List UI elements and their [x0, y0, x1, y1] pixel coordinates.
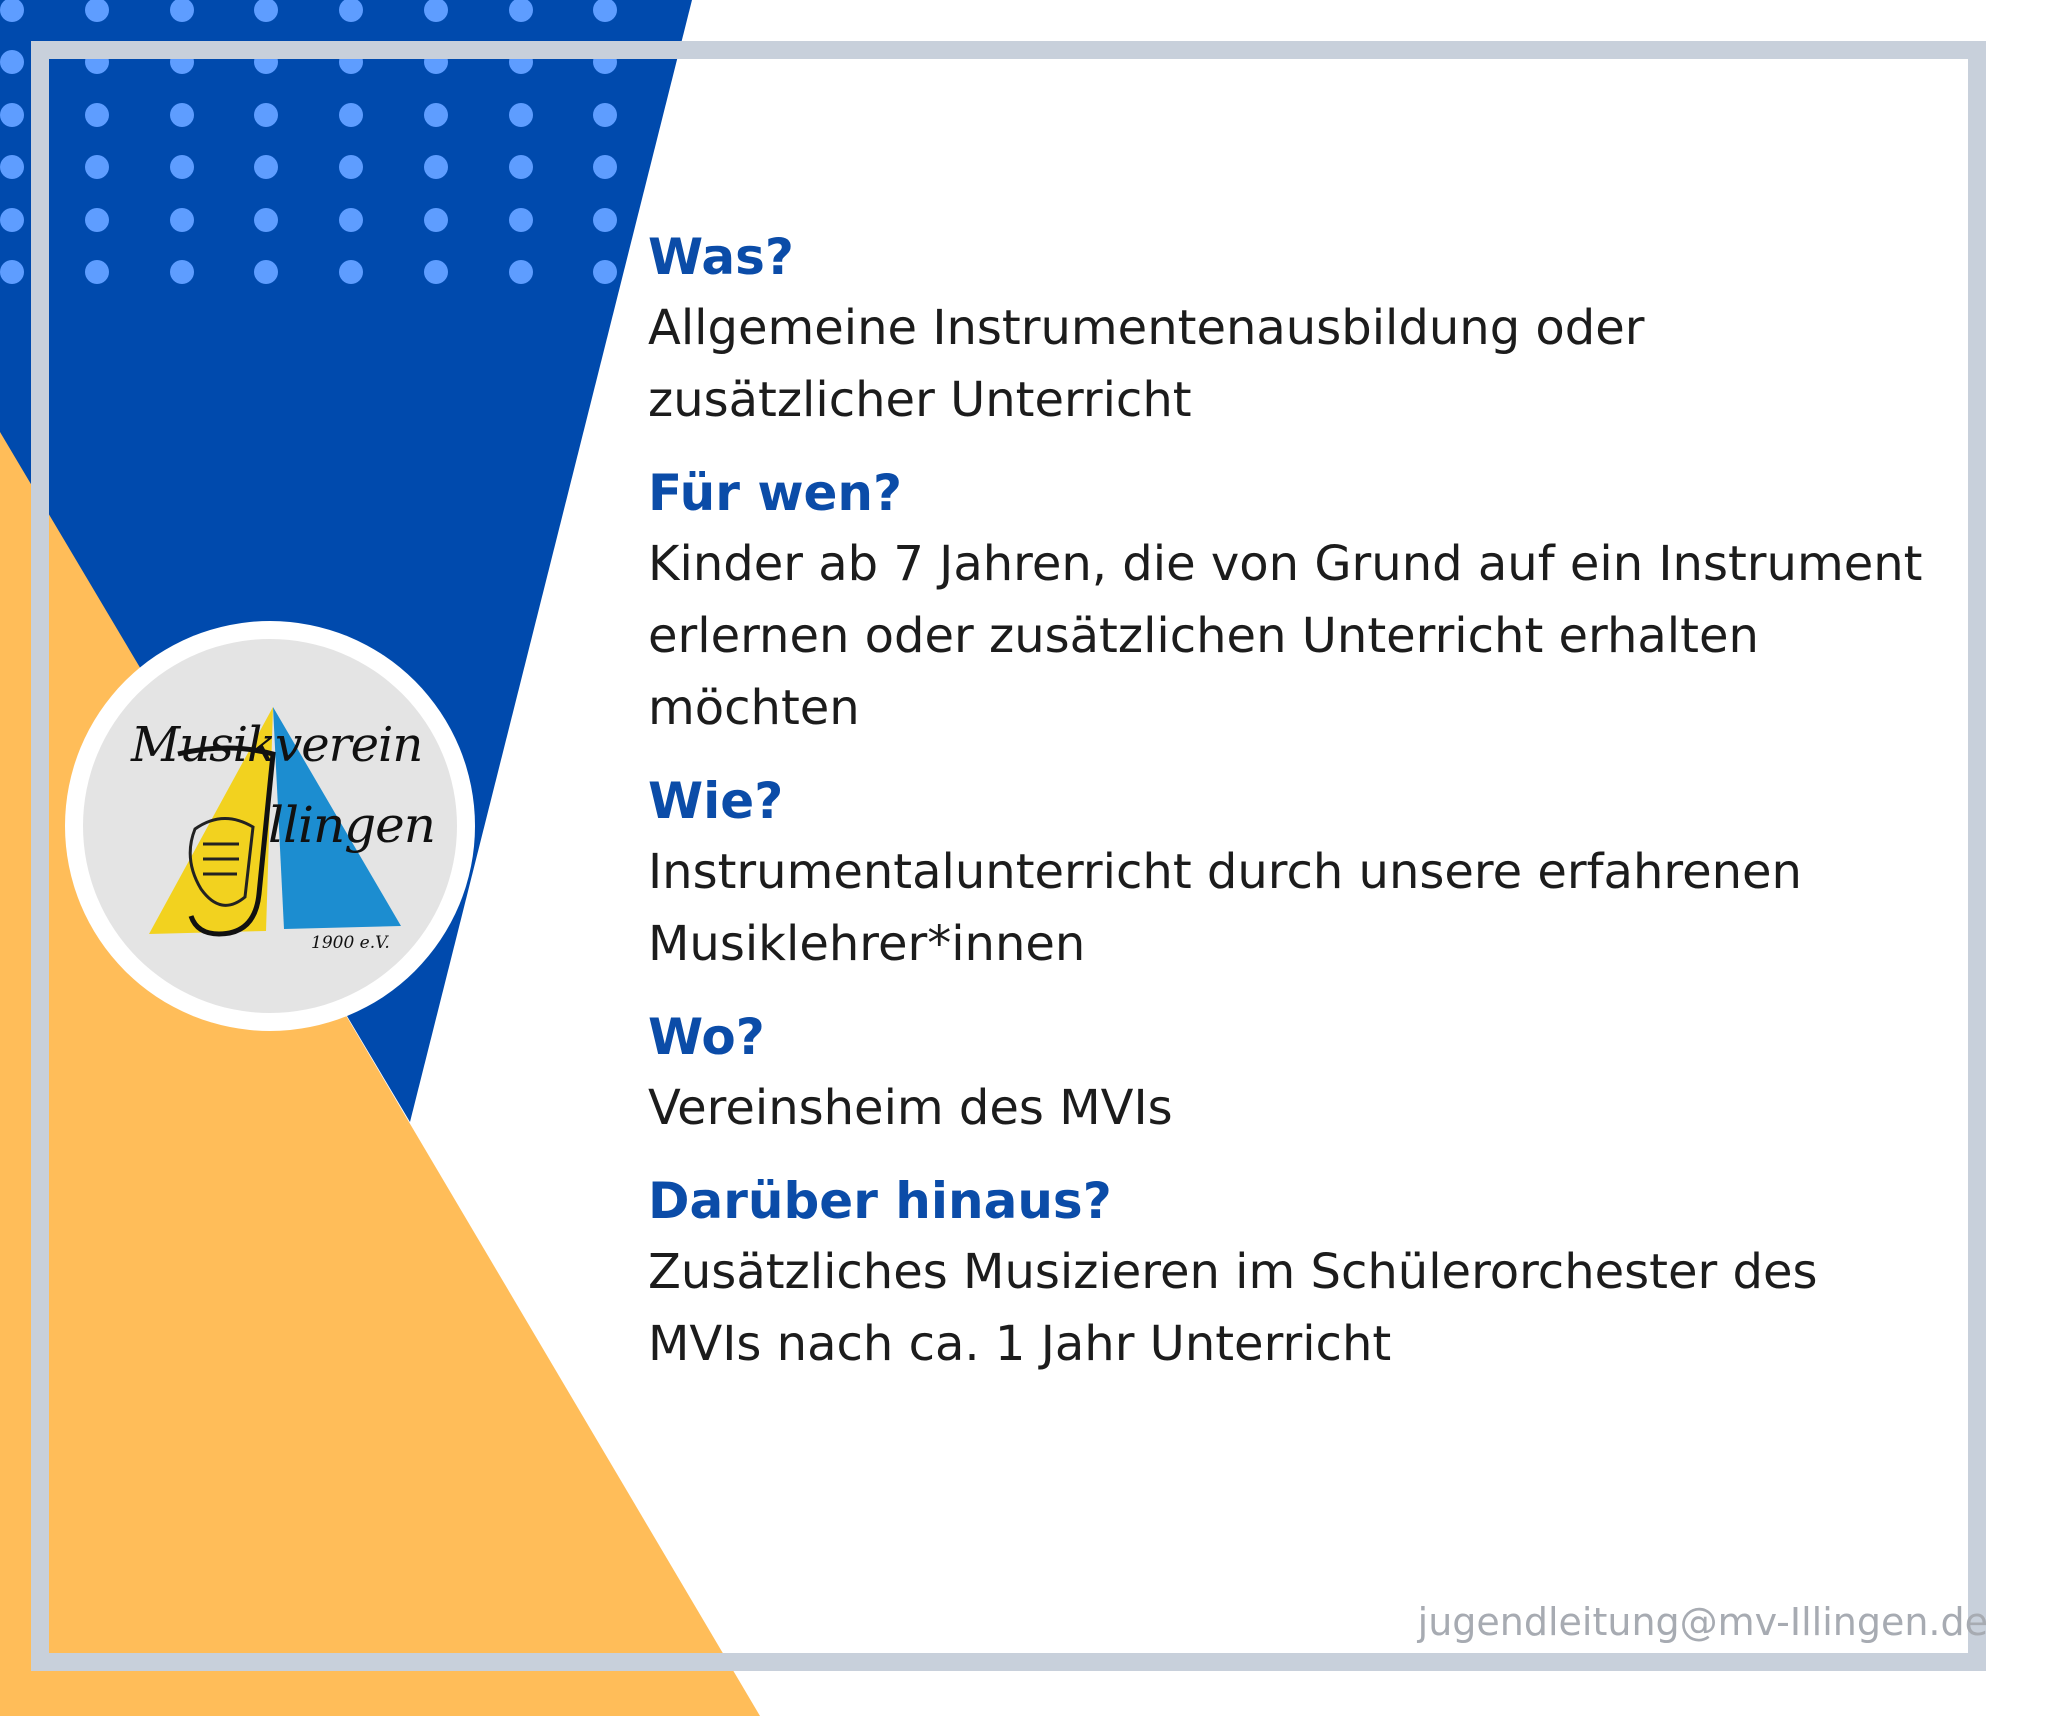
decor-dot [254, 103, 278, 127]
answer-text: Allgemeine Instrumentenausbildung oder zusätzlicher Unterricht [648, 300, 1645, 428]
decor-dot [339, 260, 363, 284]
decor-dot [170, 260, 194, 284]
decor-dot [593, 50, 617, 74]
section-fuer-wen [648, 458, 1988, 744]
section-darueber-hinaus [648, 1166, 1988, 1380]
decor-dot [593, 260, 617, 284]
decor-dot [85, 208, 109, 232]
decor-dot [339, 208, 363, 232]
decor-dot [424, 50, 448, 74]
decor-dot [0, 208, 24, 232]
logo-text-year: 1900 e.V. [311, 933, 390, 953]
club-logo [65, 621, 475, 1031]
decor-dot [0, 155, 24, 179]
decor-dot [424, 103, 448, 127]
question-heading: Wo? [648, 1008, 765, 1066]
decor-dot [424, 155, 448, 179]
decor-dot [85, 260, 109, 284]
decor-dot [509, 103, 533, 127]
question-heading: Für wen? [648, 464, 903, 522]
decor-dot [339, 155, 363, 179]
contact-email[interactable]: jugendleitung@mv-Illingen.de [1417, 1600, 1988, 1644]
question-heading: Was? [648, 228, 794, 286]
decor-dot [170, 155, 194, 179]
decor-dot [170, 103, 194, 127]
logo-text-illingen: llingen [268, 796, 435, 854]
section-wie [648, 766, 1988, 980]
answer-text: Zusätzliches Musizieren im Schülerorchester des MVIs nach ca. 1 Jahr Unterricht [648, 1244, 1818, 1372]
section-wo [648, 1002, 1988, 1144]
decor-dot [254, 50, 278, 74]
decor-dot [593, 208, 617, 232]
decor-dot [254, 155, 278, 179]
info-content [648, 222, 1988, 1402]
question-heading: Wie? [648, 772, 784, 830]
decor-dot [509, 260, 533, 284]
decor-dot [0, 50, 24, 74]
decor-dot [170, 50, 194, 74]
decor-dot [509, 208, 533, 232]
decor-dot [509, 155, 533, 179]
decor-dot [85, 103, 109, 127]
answer-text: Instrumentalunterricht durch unsere erfahrenen Musiklehrer*innen [648, 844, 1802, 972]
decor-dot [170, 208, 194, 232]
section-was [648, 222, 1988, 436]
decor-dot [339, 50, 363, 74]
decor-dot [424, 208, 448, 232]
question-heading: Darüber hinaus? [648, 1172, 1112, 1230]
decor-dot [254, 208, 278, 232]
logo-badge [83, 639, 457, 1013]
decor-dot [593, 103, 617, 127]
answer-text: Kinder ab 7 Jahren, die von Grund auf ein Instrument erlernen oder zusätzlichen Unterricht erhalten möchten [648, 536, 1923, 736]
decor-dot [509, 50, 533, 74]
logo-text-musikverein: Musikverein [131, 717, 423, 773]
decor-dot [0, 260, 24, 284]
answer-text: Vereinsheim des MVIs [648, 1080, 1173, 1136]
decor-dot [424, 260, 448, 284]
decor-dot [85, 155, 109, 179]
decor-dot [254, 260, 278, 284]
decor-dot [593, 155, 617, 179]
decor-dot [339, 103, 363, 127]
decor-dot [85, 50, 109, 74]
decor-dot [0, 103, 24, 127]
